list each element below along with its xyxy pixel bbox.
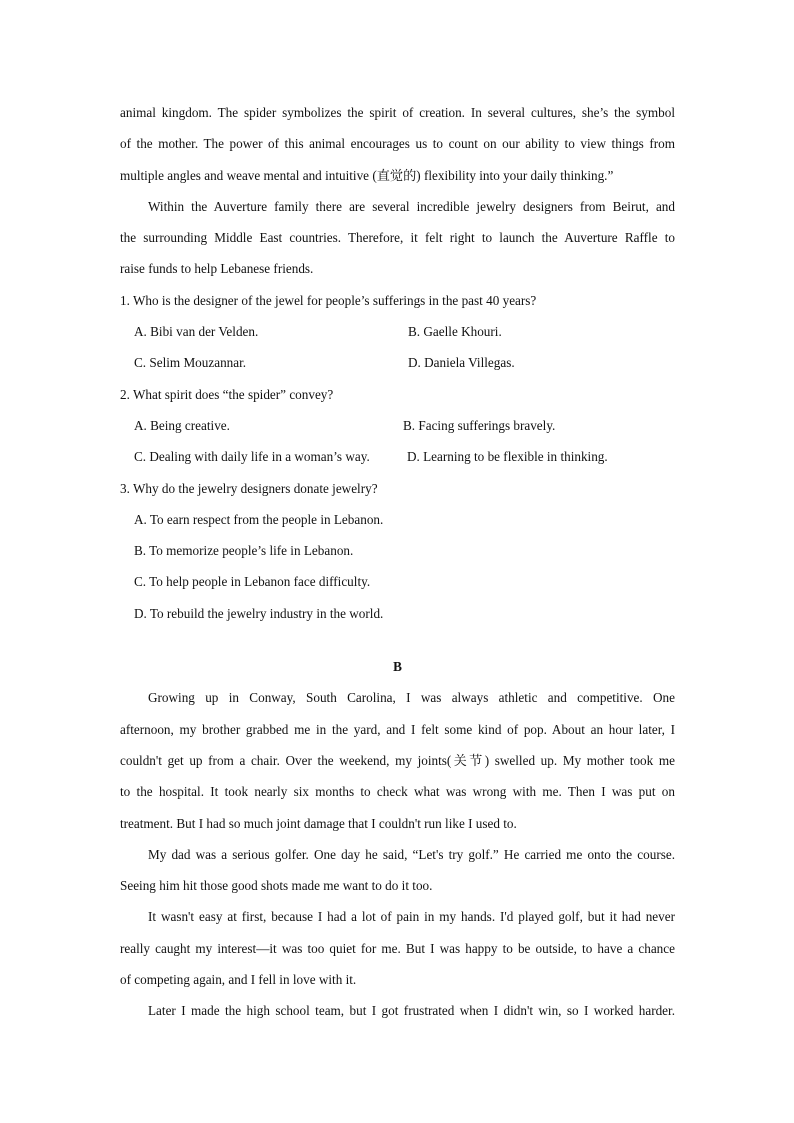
section-b-paragraph-3 (120, 901, 675, 995)
text-line: the surrounding Middle East countries. Therefore, it felt right to launch the Auverture Raffle to (120, 230, 675, 246)
option-row (120, 316, 675, 347)
text-line: Growing up in Conway, South Carolina, I was always athletic and competitive. One (148, 690, 675, 706)
option-row (120, 441, 675, 472)
section-b-paragraph-4 (120, 995, 675, 1026)
section-b-title: B (393, 659, 402, 675)
question-3 (120, 473, 675, 629)
text-line: Within the Auverture family there are several incredible jewelry designers from Beirut, and (148, 198, 675, 214)
document-page (120, 97, 675, 1027)
question-stem: 3. Why do the jewelry designers donate jewelry? (120, 480, 378, 496)
question-stem: 2. What spirit does “the spider” convey? (120, 386, 334, 402)
question-2 (120, 379, 675, 473)
text-line: raise funds to help Lebanese friends. (120, 261, 314, 277)
section-b-paragraph-2 (120, 839, 675, 902)
option-a[interactable]: A. Being creative. (134, 417, 230, 433)
option-d[interactable]: D. To rebuild the jewelry industry in the world. (134, 605, 384, 621)
option-row (120, 410, 675, 441)
text-line: of competing again, and I fell in love with it. (120, 972, 357, 988)
option-c[interactable]: C. To help people in Lebanon face difficulty. (134, 574, 371, 590)
text-line: Later I made the high school team, but I got frustrated when I didn't win, so I worked harder. (148, 1003, 675, 1019)
question-stem: 1. Who is the designer of the jewel for people’s sufferings in the past 40 years? (120, 292, 537, 308)
option-b[interactable]: B. Gaelle Khouri. (408, 324, 502, 340)
text-line: really caught my interest—it was too quiet for me. But I was happy to be outside, to have a chance (120, 940, 675, 956)
text-line: It wasn't easy at first, because I had a lot of pain in my hands. I'd played golf, but it had never (148, 909, 675, 925)
text-line: multiple angles and weave mental and intuitive (直觉的) flexibility into your daily thinking.” (120, 167, 614, 183)
text-line: of the mother. The power of this animal encourages us to count on our ability to view things from (120, 136, 675, 152)
option-a[interactable]: A. Bibi van der Velden. (134, 324, 259, 340)
option-d[interactable]: D. Learning to be flexible in thinking. (407, 449, 608, 465)
text-line: couldn't get up from a chair. Over the weekend, my joints(关节) swelled up. My mother took me (120, 752, 675, 768)
text-line: My dad was a serious golfer. One day he said, “Let's try golf.” He carried me onto the course. (148, 846, 675, 862)
question-1 (120, 285, 675, 379)
text-line: Seeing him hit those good shots made me want to do it too. (120, 878, 433, 894)
option-c[interactable]: C. Dealing with daily life in a woman’s way. (134, 449, 370, 465)
option-b[interactable]: B. Facing sufferings bravely. (403, 417, 556, 433)
option-c[interactable]: C. Selim Mouzannar. (134, 355, 247, 371)
text-line: afternoon, my brother grabbed me in the yard, and I felt some kind of pop. About an hour later, I (120, 721, 675, 737)
passage-a-paragraph-1 (120, 97, 675, 191)
text-line: animal kingdom. The spider symbolizes the spirit of creation. In several cultures, she’s the symbol (120, 105, 675, 120)
option-a[interactable]: A. To earn respect from the people in Lebanon. (134, 511, 384, 527)
section-b-paragraph-1 (120, 682, 675, 838)
text-line: treatment. But I had so much joint damage that I couldn't run like I used to. (120, 815, 517, 831)
option-d[interactable]: D. Daniela Villegas. (408, 355, 515, 371)
option-row (120, 347, 675, 378)
text-line: to the hospital. It took nearly six months to check what was wrong with me. Then I was put on (120, 784, 675, 800)
option-b[interactable]: B. To memorize people’s life in Lebanon. (134, 543, 354, 559)
passage-a-paragraph-2 (120, 191, 675, 285)
